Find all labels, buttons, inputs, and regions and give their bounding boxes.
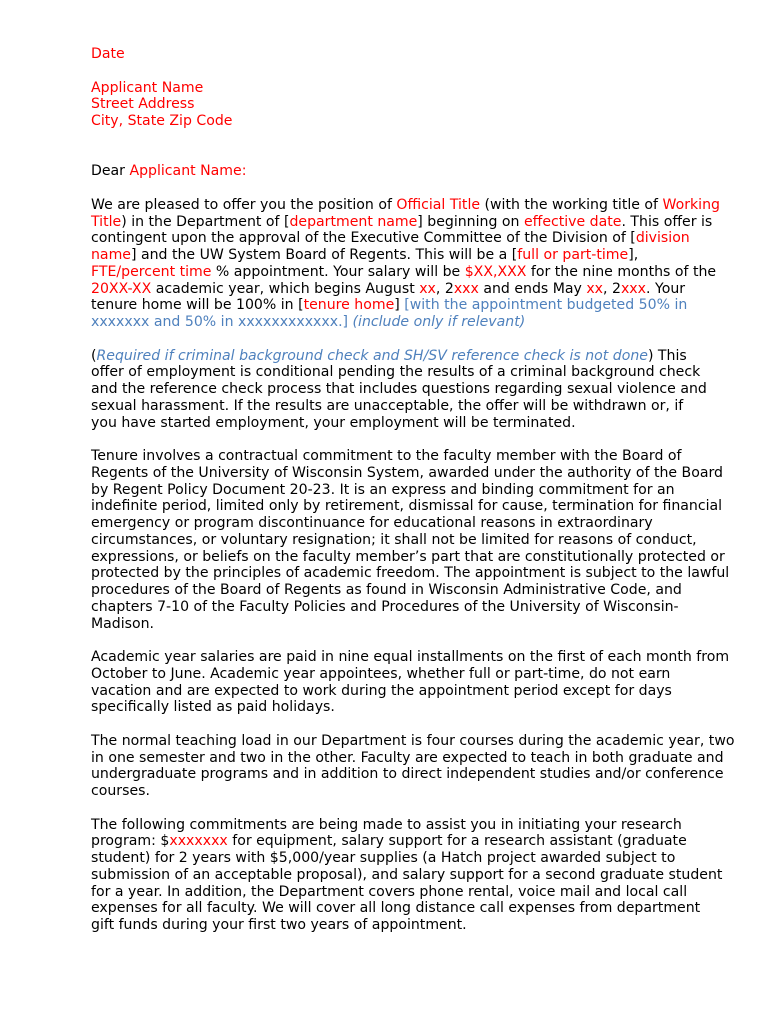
text: ] and the UW System Board of Regents. This will be a [ — [130, 247, 518, 263]
city-state-zip-placeholder: City, State Zip Code — [91, 113, 233, 129]
offer-line-5 — [91, 264, 721, 281]
salutation-dear: Dear — [91, 163, 130, 180]
paragraph-line: vacation and are expected to work during the appointment period except for days — [91, 682, 672, 699]
text: tenure home will be 100% in [ — [91, 297, 304, 314]
paragraph-line: Tenure involves a contractual commitment to the faculty member with the Board of — [91, 448, 682, 464]
budget-split-optional-text: [with the appointment budgeted 50% in — [404, 297, 688, 314]
research-line-2 — [91, 833, 721, 850]
letter-date-block — [91, 46, 721, 63]
effective-date-placeholder: effective date — [523, 213, 622, 230]
paragraph-line: by Regent Policy Document 20-23. It is an express and binding commitment for an — [91, 481, 675, 498]
tenure-paragraph — [91, 448, 730, 632]
paragraph-line: courses. — [91, 783, 150, 799]
equipment-amount-placeholder: xxxxxxx — [169, 833, 228, 850]
paragraph-line: indefinite period, limited only by retirement, dismissal for cause, termination for financial — [91, 498, 723, 515]
offer-line-8 — [91, 314, 721, 331]
salary-payment-paragraph — [91, 649, 730, 716]
text: , 2 — [435, 280, 454, 297]
text: , 2 — [603, 280, 621, 297]
salutation — [91, 163, 721, 180]
offer-letter — [91, 46, 735, 951]
text: . Your — [646, 280, 686, 297]
paragraph-line: chapters 7-10 of the Faculty Policies and Procedures of the University of Wisconsin- — [91, 598, 679, 615]
text: % appointment. Your salary will be — [211, 263, 465, 280]
address-block — [91, 80, 721, 130]
offer-line-1 — [91, 197, 721, 214]
text: for equipment, salary support for a research assistant (graduate — [227, 833, 687, 850]
paragraph-line: protected by the principles of academic freedom. The appointment is subject to the lawful — [91, 565, 730, 582]
budget-split-optional-text: xxxxxxx and 50% in xxxxxxxxxxxx.] — [91, 314, 349, 330]
text: (with the working title of — [480, 196, 663, 213]
text: ) in the Department of [ — [121, 213, 290, 230]
official-title-placeholder: Official Title — [396, 196, 481, 213]
august-day-placeholder: xx — [419, 280, 436, 297]
text: We are pleased to offer you the position of — [91, 196, 397, 213]
paragraph-line: and the reference check process that includes questions regarding sexual violence and — [91, 381, 707, 397]
offer-paragraph — [91, 197, 721, 331]
text: for the nine months of the — [526, 263, 717, 280]
text: ( — [91, 347, 97, 364]
paragraph-line: circumstances, or voluntary resignation; it shall not be limited for reasons of conduct, — [91, 531, 697, 548]
text: program: $ — [91, 833, 170, 850]
paragraph-line: undergraduate programs and in addition to direct independent studies and/or conference — [91, 766, 724, 783]
offer-line-2 — [91, 214, 721, 231]
text: ] — [394, 297, 405, 314]
street-address-placeholder: Street Address — [91, 96, 195, 113]
offer-line-4 — [91, 247, 721, 264]
teaching-load-paragraph — [91, 732, 735, 800]
august-year-placeholder: xxx — [453, 280, 479, 297]
include-only-if-relevant-note: (include only if relevant) — [352, 314, 526, 330]
text: contingent upon the approval of the Executive Committee of the Division of [ — [91, 230, 636, 247]
paragraph-line: October to June. Academic year appointees, whether full or part-time, do not earn — [91, 665, 671, 682]
paragraph-line: emergency or program discontinuance for educational reasons in extraordinary — [91, 515, 653, 531]
background-check-conditional-note: Required if criminal background check and SH/SV reference check is not done — [96, 347, 648, 364]
paragraph-line: submission of an acceptable proposal), and salary support for a second graduate student — [91, 866, 723, 883]
paragraph-line: offer of employment is conditional pending the results of a criminal background check — [91, 364, 701, 381]
date-placeholder: Date — [91, 46, 125, 62]
paragraph-line: Regents of the University of Wisconsin System, awarded under the authority of the Board — [91, 464, 723, 481]
paragraph-line: The normal teaching load in our Department is four courses during the academic year, two — [91, 732, 735, 749]
background-check-paragraph — [91, 348, 721, 432]
division-name-placeholder: division — [635, 230, 690, 247]
spacer — [91, 130, 721, 164]
salutation-name-placeholder: Applicant Name: — [129, 163, 247, 180]
salutation-line — [91, 163, 721, 180]
paragraph-line: for a year. In addition, the Department covers phone rental, voice mail and local call — [91, 883, 688, 900]
applicant-name-placeholder: Applicant Name — [91, 79, 204, 96]
offer-line-6 — [91, 281, 721, 298]
text: and ends May — [478, 280, 587, 297]
paragraph-line: procedures of the Board of Regents as found in Wisconsin Administrative Code, and — [91, 582, 682, 598]
text: ) This — [647, 347, 687, 364]
paragraph-line: expenses for all faculty. We will cover all long distance call expenses from department — [91, 900, 701, 917]
paragraph-line: you have started employment, your employment will be terminated. — [91, 414, 576, 431]
working-title-placeholder: Title — [91, 213, 122, 230]
may-day-placeholder: xx — [586, 280, 604, 297]
text: ] beginning on — [417, 213, 524, 230]
division-name-placeholder: name — [91, 247, 131, 263]
paragraph-line: Academic year salaries are paid in nine equal installments on the first of each month from — [91, 649, 730, 665]
offer-line-7 — [91, 297, 721, 314]
background-line-1 — [91, 348, 721, 365]
department-name-placeholder: department name — [289, 213, 418, 230]
paragraph-line: specifically listed as paid holidays. — [91, 699, 335, 716]
paragraph-line: in one semester and two in the other. Faculty are expected to teach in both graduate and — [91, 749, 724, 766]
working-title-placeholder: Working — [662, 196, 720, 213]
may-year-placeholder: xxx — [620, 280, 646, 297]
paragraph-line: gift funds during your first two years of appointment. — [91, 917, 467, 933]
academic-year-placeholder: 20XX-XX — [91, 280, 152, 297]
full-or-part-time-placeholder: full or part-time — [517, 247, 629, 263]
text: ], — [628, 247, 639, 263]
tenure-home-placeholder: tenure home — [303, 297, 395, 314]
text: . This offer is — [621, 213, 713, 230]
paragraph-line: Madison. — [91, 615, 155, 632]
fte-percent-placeholder: FTE/percent time — [91, 263, 212, 280]
research-commitments-paragraph — [91, 817, 721, 934]
paragraph-line: student) for 2 years with $5,000/year supplies (a Hatch project awarded subject to — [91, 850, 676, 866]
salary-placeholder: $XX,XXX — [464, 263, 527, 280]
paragraph-line: expressions, or beliefs on the faculty member’s part that are constitutionally protected or — [91, 548, 725, 565]
text: academic year, which begins August — [151, 280, 420, 297]
offer-line-3 — [91, 230, 721, 247]
paragraph-line: sexual harassment. If the results are unacceptable, the offer will be withdrawn or, if — [91, 397, 684, 414]
paragraph-line: The following commitments are being made to assist you in initiating your research — [91, 816, 682, 833]
